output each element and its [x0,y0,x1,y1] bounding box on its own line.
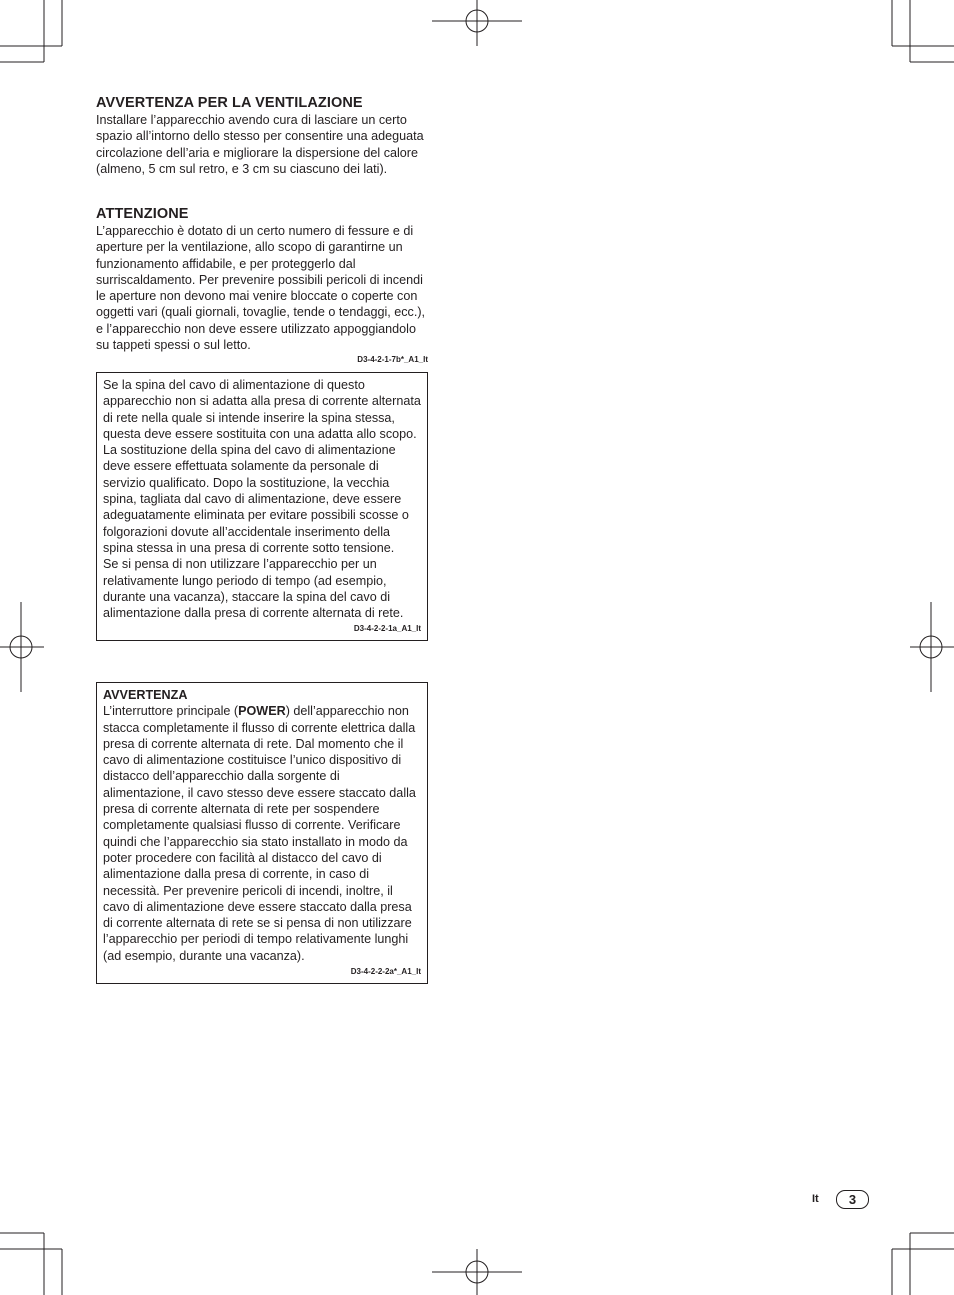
page-number: 3 [836,1190,869,1209]
attention-section [96,206,428,365]
power-warning-title: AVVERTENZA [103,688,188,702]
language-label: It [812,1193,819,1205]
power-warning-text-before: L’interruttore principale ( [103,704,239,719]
power-warning-box [96,682,428,984]
attention-code: D3-4-2-1-7b*_A1_It [357,355,428,365]
attention-title: ATTENZIONE [96,206,189,222]
power-warning-text [103,703,421,964]
plug-warning-code: D3-4-2-2-1a_A1_It [353,624,421,634]
power-label: POWER [238,704,286,719]
ventilation-section [96,95,428,177]
plug-warning-text-1: Se la spina del cavo di alimentazione di questo apparecchio non si adatta alla presa di corrente alternata di rete nella quale si intende inserire la spina stessa, questa deve essere sostituita con una adatta allo scopo. La sostituzione della spina del cavo di alimentazione deve essere effettuata solamente da personale di servizio qualificato. Dopo la sostituzione, la vecchia spina, tagliata dal cavo di alimentazione, deve essere adeguatamente eliminata per evitare possibili scosse o folgorazioni dovute all’accidentale inserimento della spina stessa in una presa di corrente sotto tensione. [103,378,421,555]
plug-warning-text-2: Se si pensa di non utilizzare l’apparecchio per un relativamente lungo periodo di tempo (ad esempio, durante una vacanza), staccare la spina del cavo di alimentazione dalla presa di corrente alternata di rete. [103,557,404,621]
plug-warning-box [96,372,428,641]
ventilation-title: AVVERTENZA PER LA VENTILAZIONE [96,95,363,111]
attention-text: L’apparecchio è dotato di un certo numero di fessure e di aperture per la ventilazione, allo scopo di garantirne un funzionamento affidabile, e per proteggerlo dal surriscaldamento. Per prevenire possibili pericoli di incendi le aperture non devono mai venire bloccate o coperte con oggetti vari (quali giornali, tovaglie, tende o tendaggi, ecc.), e l’apparecchio non deve essere utilizzato appoggiandolo su tappeti spessi o sul letto. [96,224,426,353]
ventilation-text: Installare l’apparecchio avendo cura di lasciare un certo spazio all’intorno dello stesso per consentire una adeguata circolazione dell’aria e migliorare la dispersione del calore (almeno, 5 cm sul retro, e 3 cm su ciascuno dei lati). [96,113,424,176]
power-warning-text-after: ) dell’apparecchio non stacca completamente il flusso di corrente elettrica dalla presa di corrente alternata di rete. Dal momento che il cavo di alimentazione costituisce l’unico dispositivo di distacco dell’apparecchio dalla sorgente di alimentazione, il cavo stesso deve essere staccato dalla presa di corrente alternata di rete per sospendere completamente qualsiasi flusso di corrente. Verificare quindi che l’apparecchio sia stato installato in modo da poter procedere con facilità al distacco del cavo di alimentazione dalla presa di corrente, in caso di necessità. Per prevenire pericoli di incendi, inoltre, il cavo di alimentazione deve essere staccato dalla presa di corrente alternata di rete se si pensa di non utilizzare l’apparecchio per periodi di tempo relativamente lunghi (ad esempio, durante una vacanza). [103,704,416,963]
power-warning-code: D3-4-2-2-2a*_A1_It [350,967,421,977]
